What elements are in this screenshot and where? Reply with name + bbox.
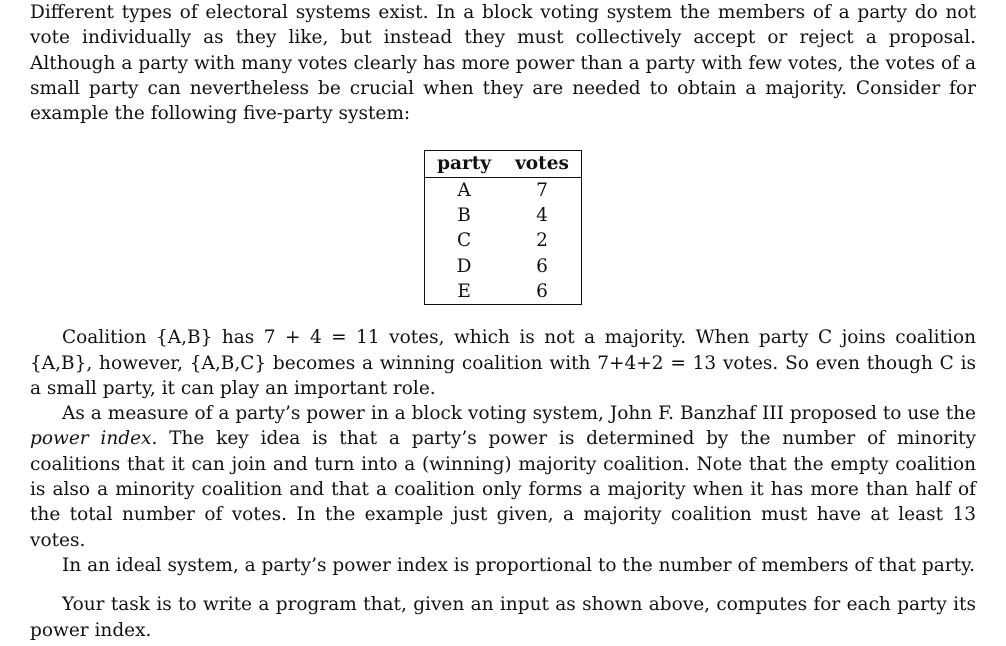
table-header-row xyxy=(425,151,582,177)
banzhaf-paragraph xyxy=(30,401,976,553)
votes-cell: 7 xyxy=(536,179,548,201)
banzhaf-text-after: . The key idea is that a party’s power is determined by the number of minority coalitions that it can join and turn into a (winning) majority coalition. Note that the empty coalition is also a minority coalition and that a coalition only forms a majority when it has more than half of the total number of votes. In the example just given, a majority coalition must have at least 13 votes. xyxy=(30,428,977,551)
header-party: party xyxy=(425,151,503,177)
party-cell: C xyxy=(457,230,472,252)
votes-cell: 6 xyxy=(536,255,548,277)
table-row xyxy=(425,203,582,228)
table-row xyxy=(425,279,582,305)
document-content xyxy=(30,0,976,643)
header-votes: votes xyxy=(503,151,581,177)
party-votes-table xyxy=(424,150,582,305)
party-cell: B xyxy=(457,205,471,227)
coalition-paragraph: Coalition {A,B} has 7 + 4 = 11 votes, which is not a majority. When party C joins coalition {A,B}, however, {A,B,C} becomes a winning coalition with 7+4+2 = 13 votes. So even though C is a small party, it can play an important role. xyxy=(30,327,976,399)
votes-cell: 2 xyxy=(536,230,548,252)
banzhaf-text-before: As a measure of a party’s power in a block voting system, John F. Banzhaf III proposed to use the xyxy=(62,403,976,425)
table-row xyxy=(425,177,582,203)
party-cell: D xyxy=(456,255,472,277)
task-paragraph: Your task is to write a program that, given an input as shown above, computes for each party its power index. xyxy=(30,594,976,641)
power-index-term: power index xyxy=(30,428,152,450)
party-votes-table-wrapper xyxy=(30,150,976,305)
ideal-system-paragraph: In an ideal system, a party’s power index is proportional to the number of members of that party. xyxy=(62,554,975,576)
paragraph-spacer xyxy=(30,578,976,592)
votes-cell: 4 xyxy=(536,205,548,227)
table-row xyxy=(425,254,582,279)
party-cell: E xyxy=(457,280,471,302)
votes-cell: 6 xyxy=(536,280,548,302)
table-row xyxy=(425,228,582,253)
party-cell: A xyxy=(457,179,471,201)
intro-paragraph: Different types of electoral systems exist. In a block voting system the members of a party do not vote individually as they like, but instead they must collectively accept or reject a proposal. Although a party with many votes clearly has more power than a party with few votes, the votes of a small party can nevertheless be crucial when they are needed to obtain a majority. Consider for example the following five-party system: xyxy=(30,2,976,125)
